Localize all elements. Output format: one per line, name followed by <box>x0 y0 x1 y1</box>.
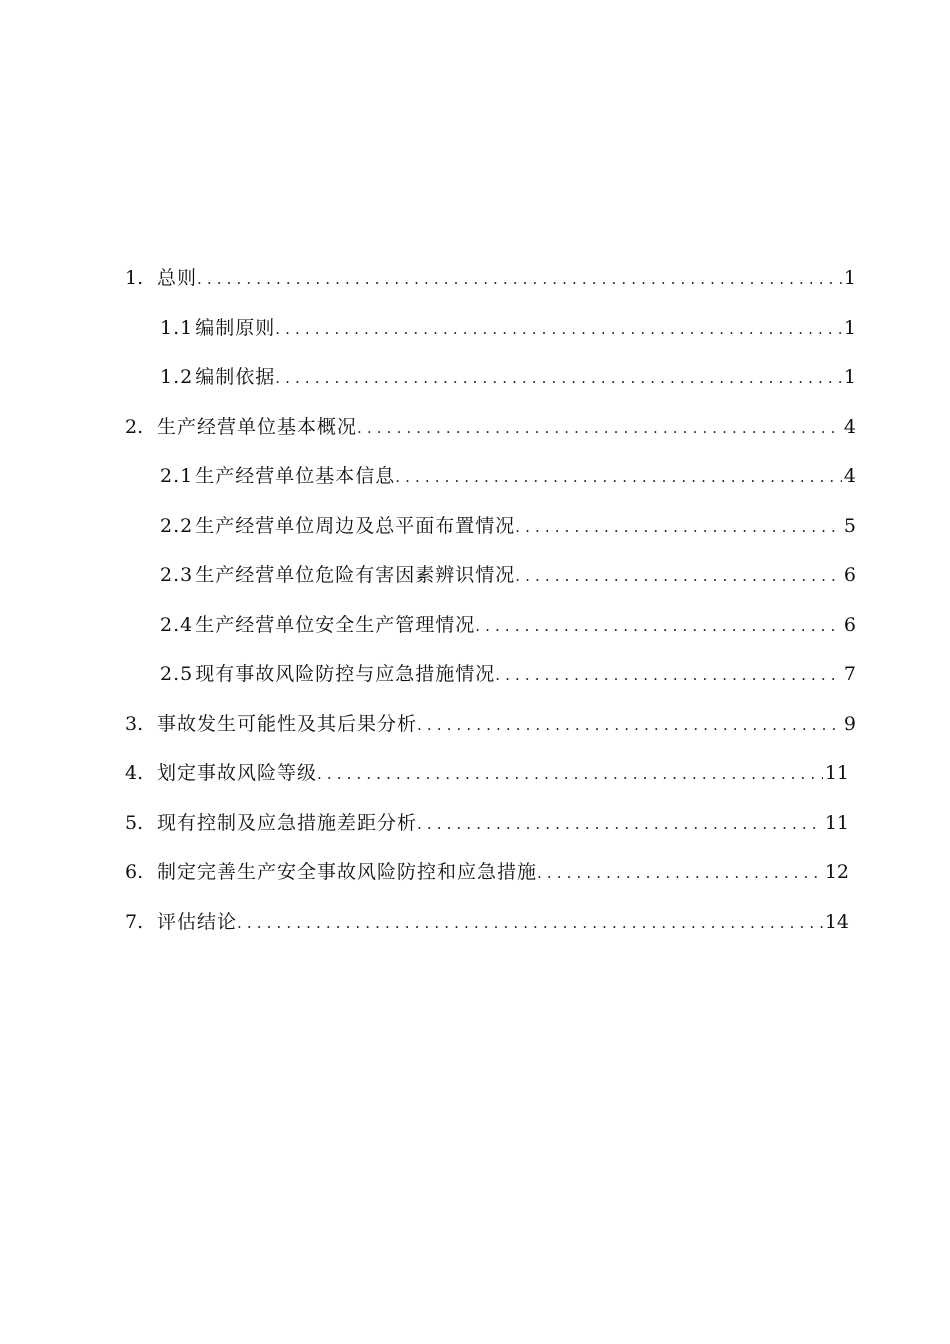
toc-entry[interactable] <box>125 758 849 788</box>
toc-entry-page: 1 <box>843 267 856 289</box>
toc-entry-number: 3. <box>125 713 144 735</box>
toc-entry-number: 2. <box>125 416 144 438</box>
toc-entry-title: 事故发生可能性及其后果分析 <box>157 713 418 735</box>
toc-entry-title: 现有控制及应急措施差距分析 <box>157 812 418 834</box>
toc-entry-page: 4 <box>843 416 856 438</box>
toc-entry-page: 11 <box>824 762 849 784</box>
toc-dot-leader <box>237 908 823 938</box>
toc-dot-leader <box>197 264 842 294</box>
toc-entry-title: 现有事故风险防控与应急措施情况 <box>195 663 496 685</box>
toc-entry-title: 编制原则 <box>195 317 276 339</box>
toc-entry[interactable] <box>160 610 856 640</box>
toc-entry-number: 1.1 <box>160 317 194 339</box>
toc-entry-title: 评估结论 <box>157 911 238 933</box>
toc-entry[interactable] <box>160 659 856 689</box>
toc-entry-page: 6 <box>843 564 856 586</box>
toc-entry-number: 2.4 <box>160 614 194 636</box>
toc-entry-title: 划定事故风险等级 <box>157 762 318 784</box>
toc-entry-title: 编制依据 <box>195 366 276 388</box>
toc-dot-leader <box>495 660 842 690</box>
toc-entry-number: 1.2 <box>160 366 194 388</box>
toc-entry-page: 5 <box>843 515 856 537</box>
toc-entry-title: 生产经营单位基本概况 <box>157 416 358 438</box>
toc-entry-number: 2.1 <box>160 465 194 487</box>
toc-entry[interactable] <box>125 709 856 739</box>
toc-entry-page: 12 <box>824 861 849 883</box>
toc-entry-title: 制定完善生产安全事故风险防控和应急措施 <box>157 861 538 883</box>
toc-entry-title: 生产经营单位基本信息 <box>195 465 396 487</box>
toc-entry[interactable] <box>160 461 856 491</box>
toc-entry-number: 2.3 <box>160 564 194 586</box>
toc-dot-leader <box>475 611 842 641</box>
toc-entry[interactable] <box>160 511 856 541</box>
toc-entry[interactable] <box>160 362 856 392</box>
toc-entry-page: 4 <box>843 465 856 487</box>
toc-entry-number: 7. <box>125 911 144 933</box>
toc-entry-number: 2.2 <box>160 515 194 537</box>
toc-entry-page: 11 <box>824 812 849 834</box>
toc-entry[interactable] <box>125 412 856 442</box>
toc-entry[interactable] <box>125 263 856 293</box>
toc-dot-leader <box>357 413 842 443</box>
toc-entry-title: 生产经营单位安全生产管理情况 <box>195 614 476 636</box>
toc-entry[interactable] <box>125 808 849 838</box>
toc-entry-title: 生产经营单位危险有害因素辨识情况 <box>195 564 516 586</box>
toc-entry-title: 总则 <box>157 267 198 289</box>
toc-dot-leader <box>417 809 823 839</box>
toc-entry-number: 4. <box>125 762 144 784</box>
toc-entry-page: 1 <box>843 366 856 388</box>
toc-dot-leader <box>537 858 823 888</box>
toc-entry[interactable] <box>125 857 849 887</box>
toc-entry-number: 6. <box>125 861 144 883</box>
toc-entry[interactable] <box>160 560 856 590</box>
toc-entry-title: 生产经营单位周边及总平面布置情况 <box>195 515 516 537</box>
toc-dot-leader <box>515 512 842 542</box>
toc-entry-page: 7 <box>843 663 856 685</box>
toc-dot-leader <box>317 759 823 789</box>
toc-dot-leader <box>515 561 842 591</box>
toc-entry-page: 6 <box>843 614 856 636</box>
toc-entry[interactable] <box>160 313 856 343</box>
toc-dot-leader <box>275 314 842 344</box>
toc-entry-page: 9 <box>843 713 856 735</box>
toc-entry[interactable] <box>125 907 849 937</box>
toc-entry-page: 14 <box>824 911 849 933</box>
toc-entry-page: 1 <box>843 317 856 339</box>
toc-dot-leader <box>395 462 842 492</box>
toc-entry-number: 2.5 <box>160 663 194 685</box>
toc-dot-leader <box>417 710 842 740</box>
toc-dot-leader <box>275 363 842 393</box>
toc-entry-number: 1. <box>125 267 144 289</box>
toc-entry-number: 5. <box>125 812 144 834</box>
